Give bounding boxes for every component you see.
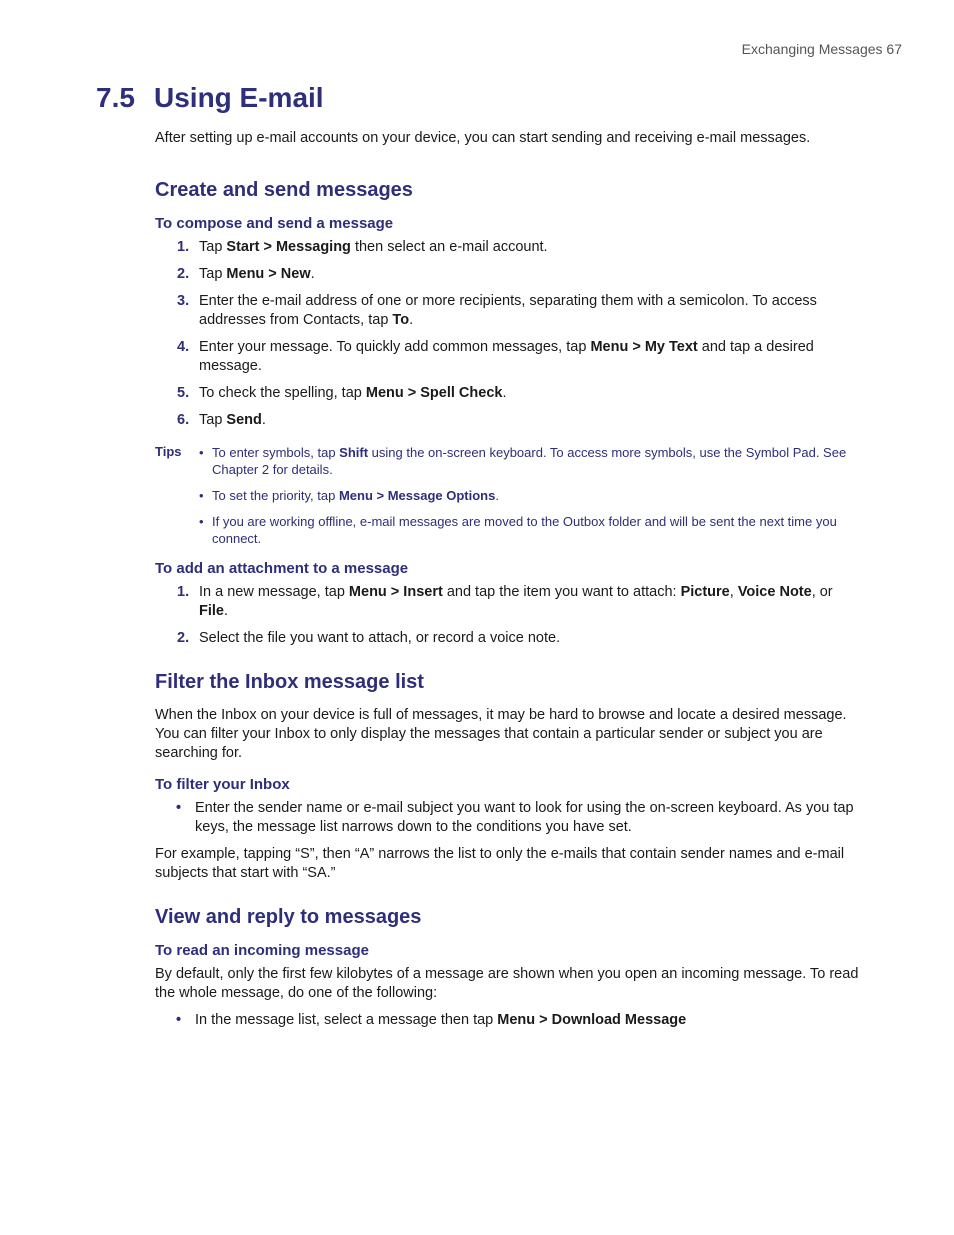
page-content xyxy=(155,176,865,1038)
running-head: Exchanging Messages 67 xyxy=(741,41,902,57)
view-paragraph: By default, only the first few kilobytes of a message are shown when you open an incoming message. To read the whole message, do one of the following: xyxy=(155,966,859,1001)
tips-label: Tips xyxy=(155,444,182,459)
step-item: 6. Tap Send. xyxy=(177,412,266,428)
chapter-title-text: Using E-mail xyxy=(154,82,324,113)
step-item: 2. Tap Menu > New. xyxy=(177,266,315,282)
bullet-item: • In the message list, select a message then tap Menu > Download Message xyxy=(176,1012,687,1028)
section-heading-create: Create and send messages xyxy=(155,179,413,201)
step-item: 3. Enter the e-mail address of one or more recipients, separating them with a semicolon. To access addresses from Contacts, tap To. xyxy=(177,293,817,328)
tip-item: • If you are working offline, e-mail messages are moved to the Outbox folder and will be sent the next time you connect. xyxy=(199,514,837,546)
step-item: 4. Enter your message. To quickly add common messages, tap Menu > My Text and tap a desired message. xyxy=(177,339,814,374)
tips-block xyxy=(155,444,865,547)
tips-list xyxy=(155,444,865,547)
section-heading-view: View and reply to messages xyxy=(155,906,422,928)
subheading-attach: To add an attachment to a message xyxy=(155,560,409,577)
compose-steps xyxy=(155,238,865,430)
view-bullets xyxy=(155,1011,865,1030)
subheading-compose: To compose and send a message xyxy=(155,215,394,232)
intro-paragraph: After setting up e-mail accounts on your device, you can start sending and receiving e-mail messages. xyxy=(155,130,811,146)
attach-steps xyxy=(155,583,865,648)
filter-bullets xyxy=(155,799,865,837)
subheading-filter: To filter your Inbox xyxy=(155,776,290,793)
filter-paragraph: When the Inbox on your device is full of messages, it may be hard to browse and locate a desired message. You can filter your Inbox to only display the messages that contain a particular sender or subject you are searching for. xyxy=(155,707,847,761)
step-item: 1. Tap Start > Messaging then select an e-mail account. xyxy=(177,239,548,255)
step-item: 2. Select the file you want to attach, or record a voice note. xyxy=(177,630,561,646)
bullet-item: • Enter the sender name or e-mail subject you want to look for using the on-screen keyboard. As you tap keys, the message list narrows down to the conditions you have set. xyxy=(176,800,854,835)
tip-item: • To enter symbols, tap Shift using the on-screen keyboard. To access more symbols, use the Symbol Pad. See Chapter 2 for details. xyxy=(199,445,847,477)
chapter-number: 7.5 xyxy=(96,82,135,113)
filter-example: For example, tapping “S”, then “A” narrows the list to only the e-mails that contain sender names and e-mail subjects that start with “SA.” xyxy=(155,846,845,881)
tip-item: • To set the priority, tap Menu > Message Options. xyxy=(199,488,499,503)
chapter-title xyxy=(96,82,324,114)
step-item: 1. In a new message, tap Menu > Insert and tap the item you want to attach: Picture, Voice Note, or File. xyxy=(177,584,833,619)
step-item: 5. To check the spelling, tap Menu > Spell Check. xyxy=(177,385,507,401)
section-heading-filter: Filter the Inbox message list xyxy=(155,671,424,693)
subheading-read: To read an incoming message xyxy=(155,942,369,959)
